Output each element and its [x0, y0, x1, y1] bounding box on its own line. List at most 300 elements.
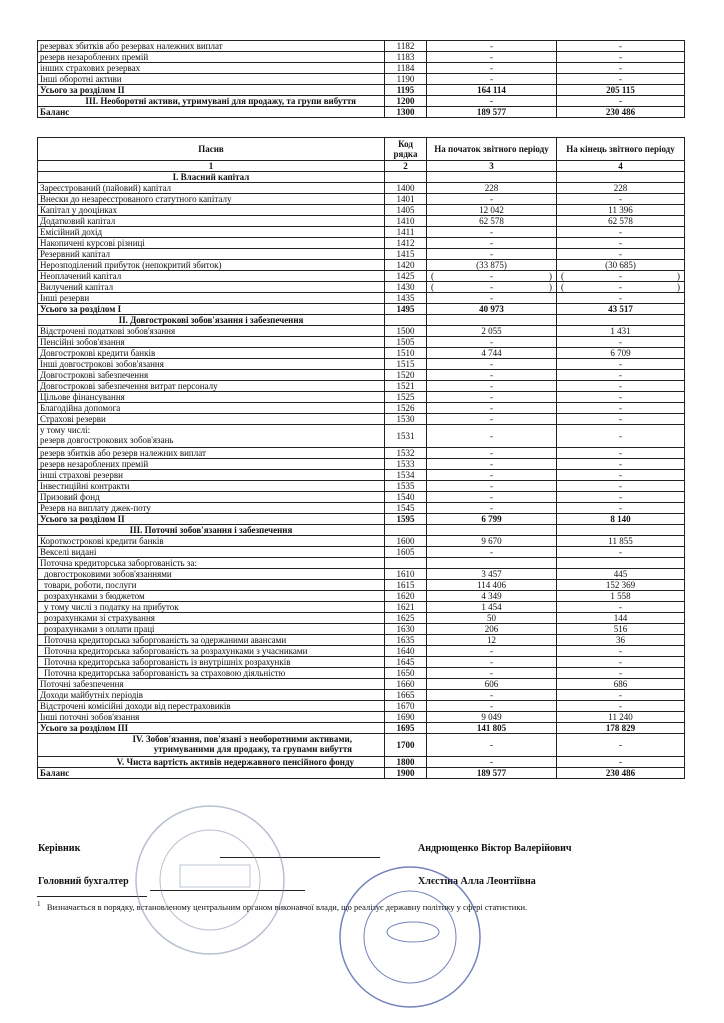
row-value-start: - [427, 52, 557, 63]
row-value-start: - [427, 481, 557, 492]
table-row [38, 646, 685, 657]
row-value-end [557, 172, 685, 183]
row-value-start: - [427, 41, 557, 52]
row-value-start [427, 315, 557, 326]
row-code [385, 558, 427, 569]
row-value-end: - [557, 227, 685, 238]
auditor-stamp [335, 862, 485, 1012]
table-row [38, 260, 685, 271]
row-value-start: 189 577 [427, 107, 557, 118]
table-row [38, 249, 685, 260]
table-row [38, 459, 685, 470]
table-row [38, 205, 685, 216]
row-value-start: 228 [427, 183, 557, 194]
row-value-end: - [557, 470, 685, 481]
row-code: 1505 [385, 337, 427, 348]
close-paren: ) [549, 282, 552, 292]
table-row [38, 624, 685, 635]
table-row [38, 337, 685, 348]
row-label: Поточна кредиторська заборгованість за страховою діяльністю [38, 668, 385, 679]
row-code: 1645 [385, 657, 427, 668]
row-label: Відстрочені податкові зобов'язання [38, 326, 385, 337]
row-label: Усього за розділом II [38, 514, 385, 525]
row-value-end: 205 115 [557, 85, 685, 96]
col-number-3: 3 [427, 161, 557, 172]
table-row [38, 547, 685, 558]
row-label: Баланс [38, 768, 385, 779]
close-paren: ) [677, 271, 680, 281]
row-label: Короткострокові кредити банків [38, 536, 385, 547]
table-row [38, 403, 685, 414]
section-title: III. Поточні зобов'язання і забезпечення [38, 525, 385, 536]
row-value-end: - [557, 757, 685, 768]
table-row [38, 657, 685, 668]
row-code: 1595 [385, 514, 427, 525]
paren-value: - [619, 282, 622, 292]
row-code: 1190 [385, 74, 427, 85]
row-value-end: 62 578 [557, 216, 685, 227]
row-label: Усього за розділом I [38, 304, 385, 315]
company-stamp [130, 800, 290, 960]
row-value-end: 144 [557, 613, 685, 624]
row-value-start: - [427, 668, 557, 679]
accountant-title: Головний бухгалтер [38, 876, 129, 887]
row-code: 1515 [385, 359, 427, 370]
row-value-start: - [427, 337, 557, 348]
open-paren: ( [431, 282, 434, 292]
row-label: Довгострокові кредити банків [38, 348, 385, 359]
row-code: 1600 [385, 536, 427, 547]
row-label: Поточна кредиторська заборгованість із внутрішніх розрахунків [38, 657, 385, 668]
row-code: 1665 [385, 690, 427, 701]
table-row [38, 448, 685, 459]
row-code: 1300 [385, 107, 427, 118]
row-label: Страхові резерви [38, 414, 385, 425]
row-value-end: - [557, 381, 685, 392]
table-row [38, 238, 685, 249]
row-code: 1535 [385, 481, 427, 492]
section-title: II. Довгострокові зобов'язання і забезпечення [38, 315, 385, 326]
row-value-start: - [427, 194, 557, 205]
table-row [38, 304, 685, 315]
row-value-start: 114 406 [427, 580, 557, 591]
row-value-end: 36 [557, 635, 685, 646]
row-value-start: - [427, 757, 557, 768]
row-code: 1635 [385, 635, 427, 646]
row-value-end: - [557, 602, 685, 613]
row-label: Благодійна допомога [38, 403, 385, 414]
row-value-start: - [427, 227, 557, 238]
row-label: Довгострокові забезпечення витрат персоналу [38, 381, 385, 392]
table-row [38, 635, 685, 646]
row-code: 1405 [385, 205, 427, 216]
row-value-end: 230 486 [557, 768, 685, 779]
row-value-start: - [427, 547, 557, 558]
row-code: 1415 [385, 249, 427, 260]
row-label: Зареєстрований (пайовий) капітал [38, 183, 385, 194]
row-code: 1545 [385, 503, 427, 514]
row-value-end: 516 [557, 624, 685, 635]
row-label: Резерв на виплату джек-поту [38, 503, 385, 514]
row-value-end: - [557, 194, 685, 205]
row-code: 1520 [385, 370, 427, 381]
row-value-start: 3 457 [427, 569, 557, 580]
row-value-start: 189 577 [427, 768, 557, 779]
row-code: 1640 [385, 646, 427, 657]
row-code: 1625 [385, 613, 427, 624]
footnote-text: Визначається в порядку, встановленому центральним органом виконавчої влади, що реалізує державну політику у сфері статистики. [46, 901, 528, 912]
row-value-start [427, 271, 557, 282]
row-value-end: 11 240 [557, 712, 685, 723]
row-label: Емісійний дохід [38, 227, 385, 238]
row-code: 1650 [385, 668, 427, 679]
row-value-end: - [557, 293, 685, 304]
row-label: Нерозподілений прибуток (непокритий збиток) [38, 260, 385, 271]
row-value-start: 141 805 [427, 723, 557, 734]
row-value-start: 9 049 [427, 712, 557, 723]
row-label: розрахунками з оплати праці [38, 624, 385, 635]
row-value-end: - [557, 52, 685, 63]
row-value-start: - [427, 701, 557, 712]
section-heading-row [38, 172, 685, 183]
row-code: 1533 [385, 459, 427, 470]
row-label-line1: IV. Зобов'язання, пов'язані з необоротними активами, [132, 734, 352, 744]
row-value-start [427, 172, 557, 183]
row-code: 1670 [385, 701, 427, 712]
row-value-end: - [557, 359, 685, 370]
row-code: 1420 [385, 260, 427, 271]
row-code: 1425 [385, 271, 427, 282]
table-row [38, 503, 685, 514]
row-value-end: 8 140 [557, 514, 685, 525]
table-row [38, 348, 685, 359]
row-label: Поточна кредиторська заборгованість за розрахунками з учасниками [38, 646, 385, 657]
row-value-end: - [557, 657, 685, 668]
close-paren: ) [677, 282, 680, 292]
table-row [38, 613, 685, 624]
table-row [38, 96, 685, 107]
row-code: 1800 [385, 757, 427, 768]
row-label [38, 425, 385, 448]
header-row [38, 138, 685, 161]
row-value-end: 686 [557, 679, 685, 690]
row-code: 1700 [385, 734, 427, 757]
row-label-line2: утримуваними для продажу, та групами вибуття [153, 744, 352, 754]
header-col-liabilities: Пасив [38, 138, 385, 161]
table-row [38, 481, 685, 492]
row-value-end: 178 829 [557, 723, 685, 734]
row-value-start: - [427, 238, 557, 249]
row-value-end: - [557, 425, 685, 448]
row-value-start: - [427, 392, 557, 403]
row-value-end: - [557, 370, 685, 381]
row-label-line2: резерв довгострокових зобов'язань [40, 435, 174, 445]
row-value-start: - [427, 657, 557, 668]
row-value-end: - [557, 41, 685, 52]
section-title: I. Власний капітал [38, 172, 385, 183]
row-label: Доходи майбутніх періодів [38, 690, 385, 701]
row-code: 1411 [385, 227, 427, 238]
row-label: V. Чиста вартість активів недержавного пенсійного фонду [38, 757, 385, 768]
row-code: 1532 [385, 448, 427, 459]
row-value-start: - [427, 96, 557, 107]
table-row [38, 381, 685, 392]
head-title: Керівник [38, 843, 81, 854]
row-value-end: - [557, 668, 685, 679]
row-value-end: - [557, 74, 685, 85]
row-value-start: 606 [427, 679, 557, 690]
table-row [38, 326, 685, 337]
row-label: резерв незароблених премій [38, 52, 385, 63]
row-label: товари, роботи, послуги [38, 580, 385, 591]
section-heading-row [38, 525, 685, 536]
table-row [38, 492, 685, 503]
row-value-end: - [557, 238, 685, 249]
row-code: 1526 [385, 403, 427, 414]
row-label: Поточна кредиторська заборгованість за одержаними авансами [38, 635, 385, 646]
row-value-start: - [427, 370, 557, 381]
row-label: резерв збитків або резерв належних виплат [38, 448, 385, 459]
footnote-separator [37, 896, 147, 897]
row-value-end: 43 517 [557, 304, 685, 315]
row-value-end: (30 685) [557, 260, 685, 271]
row-value-end: - [557, 503, 685, 514]
row-label: Поточна кредиторська заборгованість за: [38, 558, 385, 569]
row-value-end: 152 369 [557, 580, 685, 591]
table-row [38, 107, 685, 118]
table-row [38, 536, 685, 547]
row-value-start: 206 [427, 624, 557, 635]
row-code: 1495 [385, 304, 427, 315]
row-code: 1540 [385, 492, 427, 503]
row-code: 1182 [385, 41, 427, 52]
row-code: 1195 [385, 85, 427, 96]
row-label: довгостроковими зобов'язаннями [38, 569, 385, 580]
row-label: інші страхові резерви [38, 470, 385, 481]
row-value-start: 12 [427, 635, 557, 646]
row-value-start: (33 875) [427, 260, 557, 271]
row-value-end [557, 315, 685, 326]
row-label: Векселі видані [38, 547, 385, 558]
table-row [38, 227, 685, 238]
table-row [38, 757, 685, 768]
table-row [38, 414, 685, 425]
row-label: Неоплачений капітал [38, 271, 385, 282]
col-number-2: 2 [385, 161, 427, 172]
row-code: 1184 [385, 63, 427, 74]
row-code: 1660 [385, 679, 427, 690]
row-code: 1525 [385, 392, 427, 403]
row-value-start: - [427, 459, 557, 470]
table-row [38, 591, 685, 602]
row-value-end: 1 431 [557, 326, 685, 337]
row-value-start: 62 578 [427, 216, 557, 227]
table-row [38, 734, 685, 757]
row-label: Капітал у дооцінках [38, 205, 385, 216]
table-row [38, 768, 685, 779]
row-code: 1900 [385, 768, 427, 779]
table-row [38, 514, 685, 525]
row-code: 1620 [385, 591, 427, 602]
row-label: резерв незароблених премій [38, 459, 385, 470]
head-name: Андрющенко Віктор Валерійович [418, 843, 572, 854]
row-value-start: - [427, 74, 557, 85]
row-value-start: - [427, 448, 557, 459]
row-code: 1183 [385, 52, 427, 63]
row-label: Інші резерви [38, 293, 385, 304]
row-value-start: 50 [427, 613, 557, 624]
table-row [38, 712, 685, 723]
row-code: 1630 [385, 624, 427, 635]
header-col-end: На кінець звітного періоду [557, 138, 685, 161]
row-value-start: 40 973 [427, 304, 557, 315]
table-row [38, 392, 685, 403]
row-label: Інші оборотні активи [38, 74, 385, 85]
row-code: 1534 [385, 470, 427, 481]
row-value-start: 164 114 [427, 85, 557, 96]
row-value-end [557, 525, 685, 536]
row-code [385, 525, 427, 536]
column-number-row [38, 161, 685, 172]
row-value-end: - [557, 734, 685, 757]
row-code: 1435 [385, 293, 427, 304]
row-value-start: 4 349 [427, 591, 557, 602]
row-value-end: - [557, 481, 685, 492]
row-label: Резервний капітал [38, 249, 385, 260]
row-value-start: 6 799 [427, 514, 557, 525]
row-value-start: - [427, 293, 557, 304]
row-code: 1530 [385, 414, 427, 425]
row-label: Внески до незареєстрованого статутного капіталу [38, 194, 385, 205]
row-value-start: 12 042 [427, 205, 557, 216]
row-label [38, 734, 385, 757]
table-row [38, 569, 685, 580]
row-label: Призовий фонд [38, 492, 385, 503]
row-value-start: - [427, 646, 557, 657]
row-label: Цільове фінансування [38, 392, 385, 403]
row-code: 1401 [385, 194, 427, 205]
paren-value: - [490, 282, 493, 292]
col-number-4: 4 [557, 161, 685, 172]
header-col-start: На початок звітного періоду [427, 138, 557, 161]
row-code: 1430 [385, 282, 427, 293]
row-value-end: - [557, 337, 685, 348]
row-value-end [557, 282, 685, 293]
row-value-start: - [427, 734, 557, 757]
row-label: Поточні забезпечення [38, 679, 385, 690]
header-col-code: Код рядка [385, 138, 427, 161]
row-label: інших страхових резервах [38, 63, 385, 74]
table-row [38, 690, 685, 701]
row-value-start: - [427, 403, 557, 414]
row-value-end: - [557, 414, 685, 425]
liabilities-table [37, 137, 685, 779]
table-row [38, 293, 685, 304]
row-code: 1510 [385, 348, 427, 359]
row-code: 1695 [385, 723, 427, 734]
row-value-end: 1 558 [557, 591, 685, 602]
row-label: Вилучений капітал [38, 282, 385, 293]
row-label: розрахунками зі страхування [38, 613, 385, 624]
row-code: 1410 [385, 216, 427, 227]
row-label: Довгострокові забезпечення [38, 370, 385, 381]
row-value-start: - [427, 359, 557, 370]
row-code: 1521 [385, 381, 427, 392]
row-code: 1615 [385, 580, 427, 591]
table-row [38, 723, 685, 734]
open-paren: ( [561, 271, 564, 281]
row-value-end: - [557, 392, 685, 403]
row-code: 1531 [385, 425, 427, 448]
row-value-end: - [557, 403, 685, 414]
row-value-end: - [557, 492, 685, 503]
row-value-start: - [427, 492, 557, 503]
row-code: 1412 [385, 238, 427, 249]
row-code: 1400 [385, 183, 427, 194]
row-label: Інші поточні зобов'язання [38, 712, 385, 723]
table-row [38, 41, 685, 52]
table-row [38, 470, 685, 481]
table-row [38, 580, 685, 591]
row-value-start: - [427, 414, 557, 425]
footnote-mark: 1 [37, 900, 41, 908]
row-value-end: 230 486 [557, 107, 685, 118]
col-number-1: 1 [38, 161, 385, 172]
table-row [38, 194, 685, 205]
row-value-end: 228 [557, 183, 685, 194]
open-paren: ( [561, 282, 564, 292]
row-value-end: 6 709 [557, 348, 685, 359]
row-value-end: - [557, 63, 685, 74]
row-code: 1500 [385, 326, 427, 337]
row-value-start [427, 282, 557, 293]
row-value-start: - [427, 690, 557, 701]
row-label: Додатковий капітал [38, 216, 385, 227]
row-label: Пенсійні зобов'язання [38, 337, 385, 348]
assets-tail-table [37, 40, 685, 118]
row-value-start: - [427, 381, 557, 392]
accountant-name: Хлєстіна Алла Леонтіївна [418, 876, 536, 887]
row-label: III. Необоротні активи, утримувані для продажу, та групи вибуття [38, 96, 385, 107]
table-row [38, 425, 685, 448]
row-value-start: 1 454 [427, 602, 557, 613]
table-row [38, 74, 685, 85]
table-row [38, 183, 685, 194]
row-value-end: - [557, 249, 685, 260]
row-code: 1610 [385, 569, 427, 580]
row-label: резервах збитків або резервах належних виплат [38, 41, 385, 52]
table-row [38, 602, 685, 613]
row-value-end: - [557, 547, 685, 558]
row-value-end [557, 271, 685, 282]
row-value-end: - [557, 701, 685, 712]
row-value-start: 4 744 [427, 348, 557, 359]
row-code: 1621 [385, 602, 427, 613]
table-row [38, 282, 685, 293]
row-code: 1605 [385, 547, 427, 558]
table-row [38, 558, 685, 569]
table-row [38, 85, 685, 96]
row-label: розрахунками з бюджетом [38, 591, 385, 602]
row-value-start [427, 558, 557, 569]
row-label: Інвестиційні контракти [38, 481, 385, 492]
row-value-start [427, 525, 557, 536]
row-value-end [557, 558, 685, 569]
table-row [38, 701, 685, 712]
row-value-end: 445 [557, 569, 685, 580]
row-code: 1690 [385, 712, 427, 723]
table-row [38, 216, 685, 227]
